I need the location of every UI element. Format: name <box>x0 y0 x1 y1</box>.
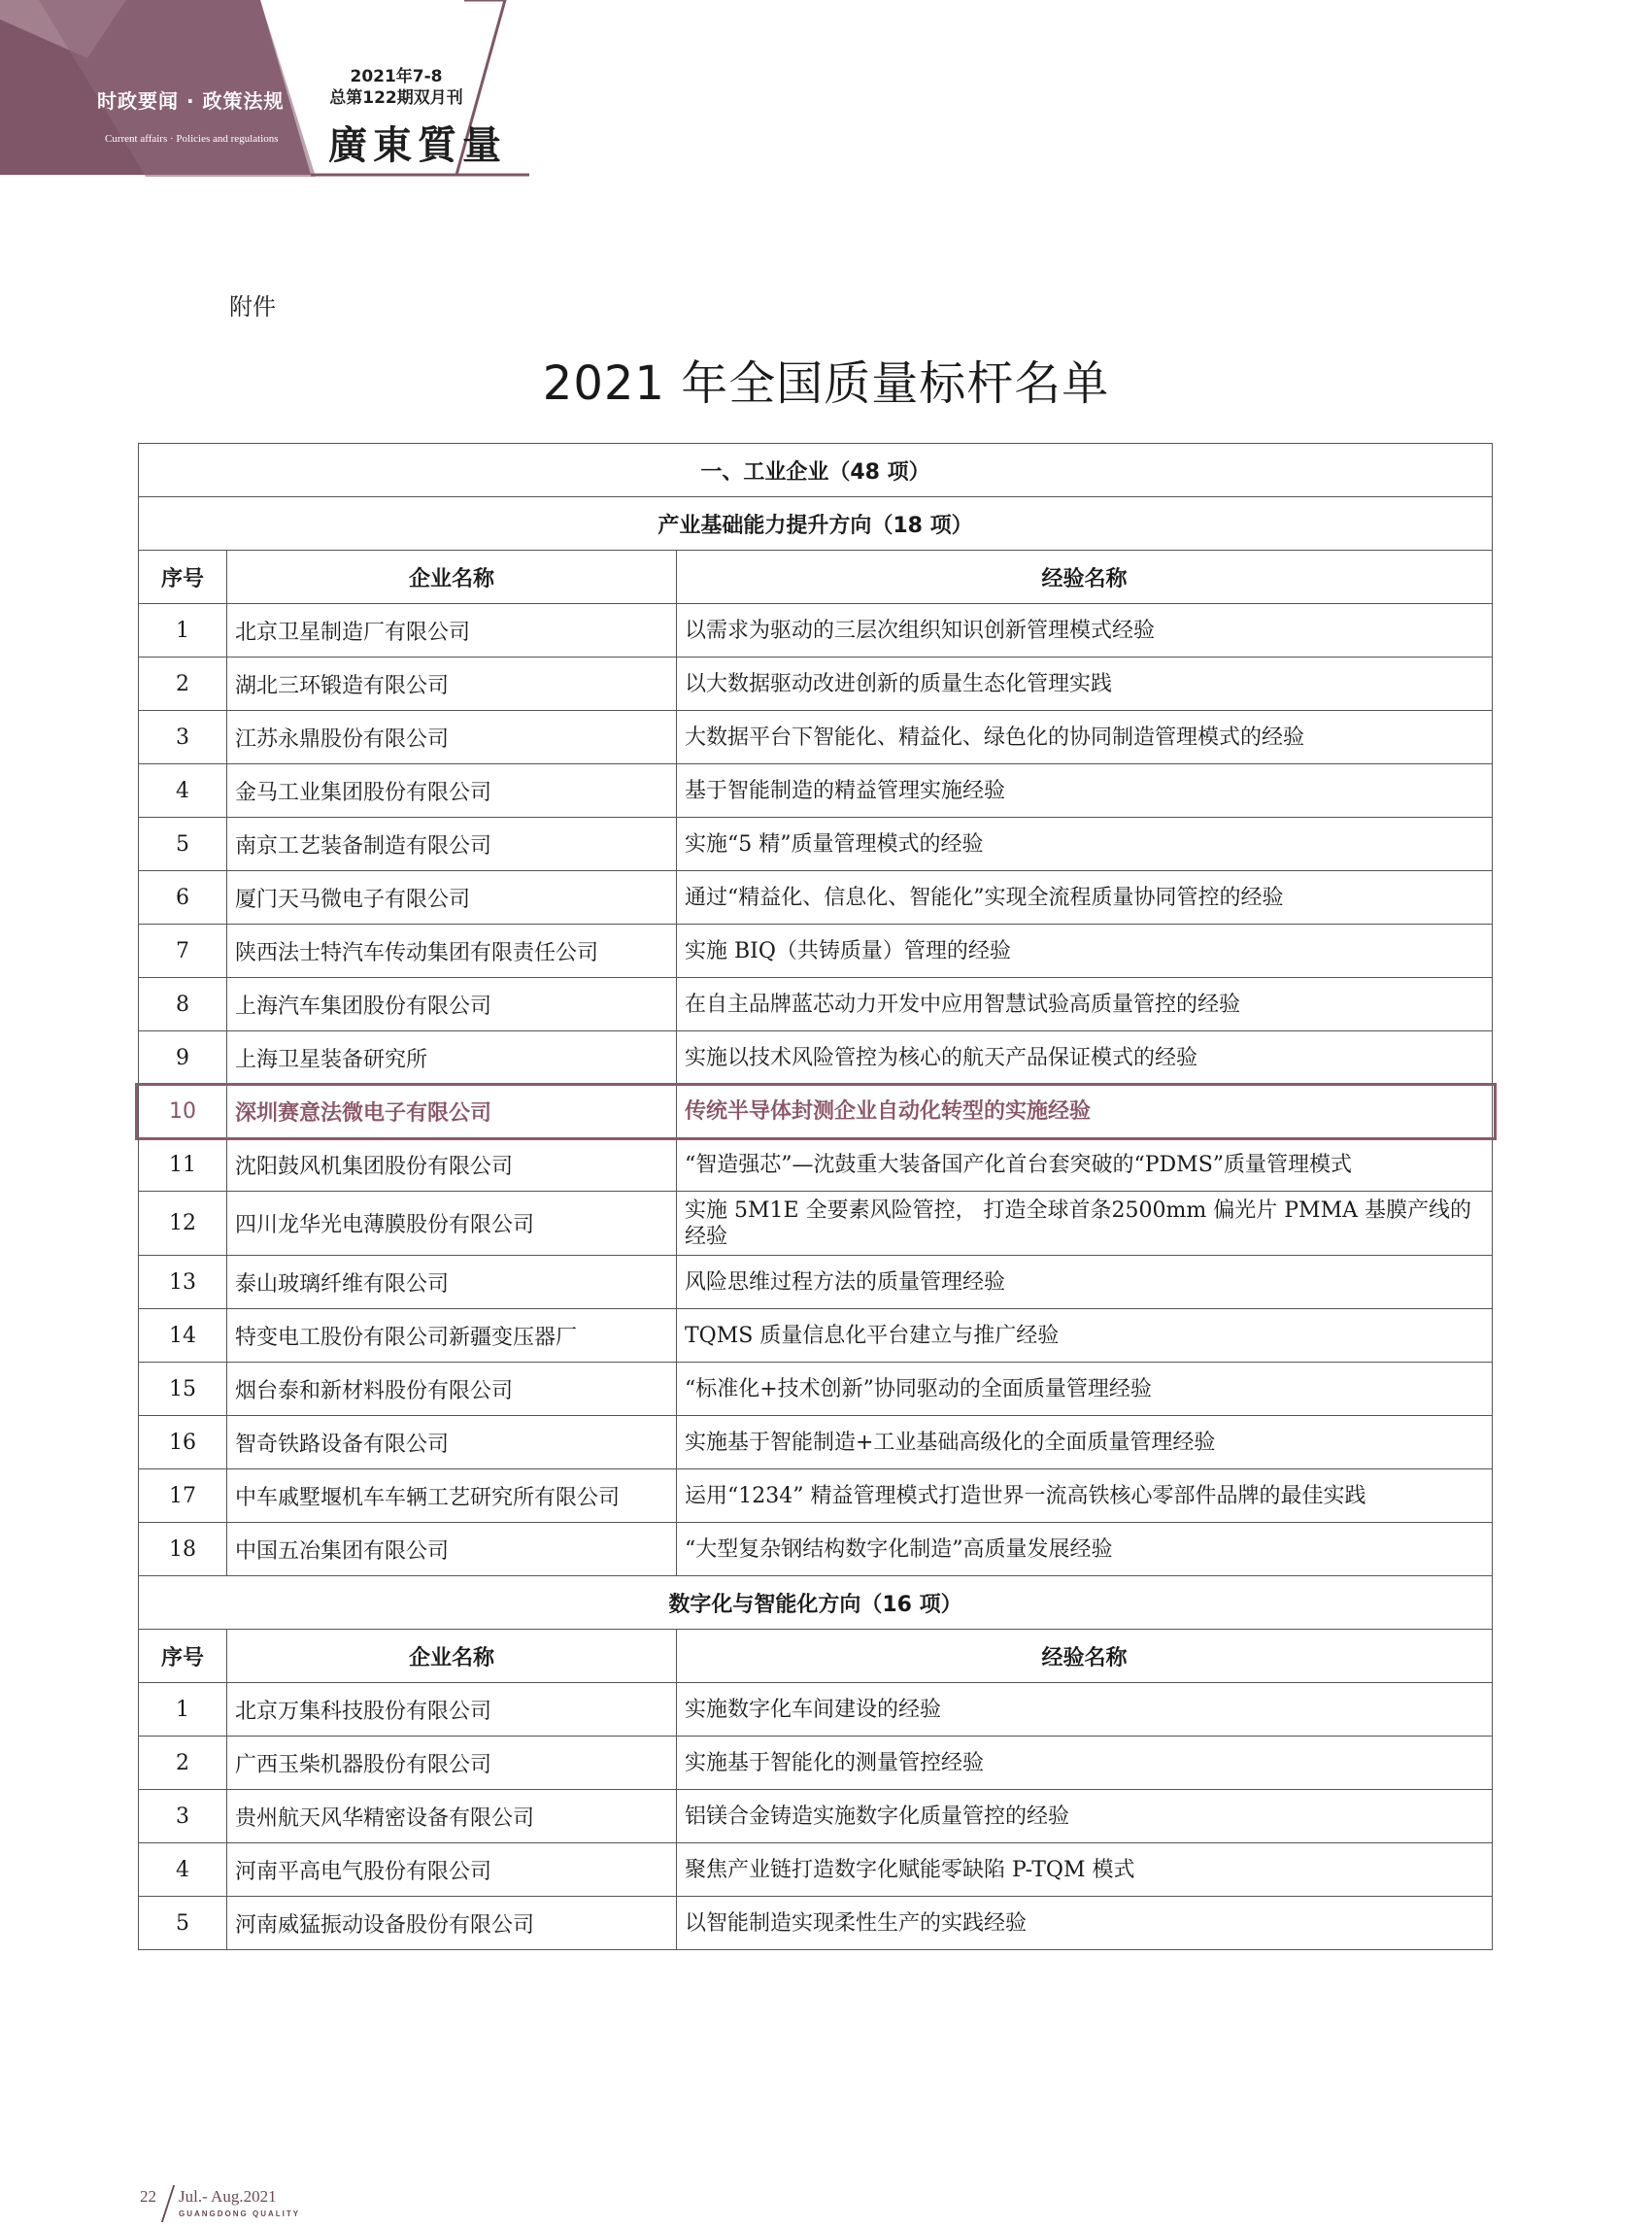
table-row <box>139 1031 1493 1085</box>
footer-page-number: 22 <box>140 2187 156 2206</box>
company-name: 江苏永鼎股份有限公司 <box>227 711 677 764</box>
experience-name: 聚焦产业链打造数字化赋能零缺陷 P-TQM 模式 <box>677 1843 1493 1897</box>
column-header-no: 序号 <box>139 551 227 604</box>
footer-divider <box>161 2185 175 2222</box>
company-name: 陕西法士特汽车传动集团有限责任公司 <box>227 925 677 978</box>
row-number: 4 <box>139 764 227 818</box>
table-row <box>139 1256 1493 1309</box>
table-row <box>139 1469 1493 1523</box>
category-row <box>139 444 1493 497</box>
experience-name: 运用“1234” 精益管理模式打造世界一流高铁核心零部件品牌的最佳实践 <box>677 1469 1493 1523</box>
benchmark-table-body <box>139 444 1493 1950</box>
company-name: 河南平高电气股份有限公司 <box>227 1843 677 1897</box>
company-name: 烟台泰和新材料股份有限公司 <box>227 1363 677 1416</box>
experience-name: 实施基于智能制造+工业基础高级化的全面质量管理经验 <box>677 1416 1493 1469</box>
table-row <box>139 658 1493 711</box>
header-magazine-title: 廣東質量 <box>328 122 507 168</box>
row-number: 3 <box>139 711 227 764</box>
row-number: 5 <box>139 1897 227 1950</box>
company-name: 四川龙华光电薄膜股份有限公司 <box>227 1192 677 1256</box>
company-name: 上海卫星装备研究所 <box>227 1031 677 1085</box>
table-row-highlighted <box>139 1085 1493 1138</box>
row-number: 2 <box>139 1737 227 1790</box>
company-name: 智奇铁路设备有限公司 <box>227 1416 677 1469</box>
company-name: 中车戚墅堰机车车辆工艺研究所有限公司 <box>227 1469 677 1523</box>
row-number: 1 <box>139 1683 227 1737</box>
header-section-en: Current affairs · Policies and regulations <box>105 133 279 145</box>
table-row <box>139 1737 1493 1790</box>
page-title: 2021 年全国质量标杆名单 <box>542 356 1110 411</box>
table-row <box>139 1523 1493 1576</box>
header-section-cn: 时政要闻 · 政策法规 <box>97 89 285 113</box>
experience-name: 传统半导体封测企业自动化转型的实施经验 <box>677 1085 1493 1138</box>
row-number: 17 <box>139 1469 227 1523</box>
attachment-label: 附件 <box>229 293 276 320</box>
row-number: 4 <box>139 1843 227 1897</box>
column-header-row <box>139 551 1493 604</box>
experience-name: “标准化+技术创新”协同驱动的全面质量管理经验 <box>677 1363 1493 1416</box>
row-number: 12 <box>139 1192 227 1256</box>
company-name: 泰山玻璃纤维有限公司 <box>227 1256 677 1309</box>
row-number: 5 <box>139 818 227 871</box>
company-name: 厦门天马微电子有限公司 <box>227 871 677 925</box>
row-number: 11 <box>139 1138 227 1192</box>
row-number: 13 <box>139 1256 227 1309</box>
row-number: 3 <box>139 1790 227 1843</box>
header-issue-number: 总第122期双月刊 <box>329 88 463 108</box>
category-title: 一、工业企业（48 项） <box>139 444 1493 497</box>
experience-name: 铝镁合金铸造实施数字化质量管控的经验 <box>677 1790 1493 1843</box>
footer-date: Jul.- Aug.2021 <box>179 2187 277 2206</box>
company-name: 贵州航天风华精密设备有限公司 <box>227 1790 677 1843</box>
experience-name: 实施以技术风险管控为核心的航天产品保证模式的经验 <box>677 1031 1493 1085</box>
table-row <box>139 604 1493 658</box>
company-name: 北京卫星制造厂有限公司 <box>227 604 677 658</box>
company-name: 沈阳鼓风机集团股份有限公司 <box>227 1138 677 1192</box>
table-row <box>139 711 1493 764</box>
table-row <box>139 871 1493 925</box>
table-row <box>139 925 1493 978</box>
experience-name: 实施 BIQ（共铸质量）管理的经验 <box>677 925 1493 978</box>
footer-magazine-en: GUANGDONG QUALITY <box>179 2209 301 2218</box>
company-name: 特变电工股份有限公司新疆变压器厂 <box>227 1309 677 1363</box>
table-row <box>139 1790 1493 1843</box>
table-row <box>139 818 1493 871</box>
company-name: 深圳赛意法微电子有限公司 <box>227 1085 677 1138</box>
group-title: 产业基础能力提升方向（18 项） <box>139 497 1493 551</box>
table-row <box>139 1309 1493 1363</box>
table-row <box>139 1416 1493 1469</box>
experience-name: 实施“5 精”质量管理模式的经验 <box>677 818 1493 871</box>
column-header-row <box>139 1630 1493 1683</box>
company-name: 广西玉柴机器股份有限公司 <box>227 1737 677 1790</box>
experience-name: 实施数字化车间建设的经验 <box>677 1683 1493 1737</box>
row-number: 16 <box>139 1416 227 1469</box>
column-header-experience: 经验名称 <box>677 551 1493 604</box>
row-number: 15 <box>139 1363 227 1416</box>
table-row <box>139 1138 1493 1192</box>
table-row <box>139 1192 1493 1256</box>
table-row <box>139 1363 1493 1416</box>
row-number: 8 <box>139 978 227 1031</box>
row-number: 14 <box>139 1309 227 1363</box>
experience-name: “大型复杂钢结构数字化制造”高质量发展经验 <box>677 1523 1493 1576</box>
row-number: 1 <box>139 604 227 658</box>
row-number: 2 <box>139 658 227 711</box>
group-title: 数字化与智能化方向（16 项） <box>139 1576 1493 1630</box>
company-name: 金马工业集团股份有限公司 <box>227 764 677 818</box>
experience-name: 在自主品牌蓝芯动力开发中应用智慧试验高质量管控的经验 <box>677 978 1493 1031</box>
row-number: 6 <box>139 871 227 925</box>
benchmark-table <box>138 443 1493 1950</box>
experience-name: 基于智能制造的精益管理实施经验 <box>677 764 1493 818</box>
company-name: 北京万集科技股份有限公司 <box>227 1683 677 1737</box>
column-header-experience: 经验名称 <box>677 1630 1493 1683</box>
company-name: 中国五冶集团有限公司 <box>227 1523 677 1576</box>
header-issue-date: 2021年7-8 <box>350 67 443 86</box>
company-name: 上海汽车集团股份有限公司 <box>227 978 677 1031</box>
experience-name: 以大数据驱动改进创新的质量生态化管理实践 <box>677 658 1493 711</box>
table-row <box>139 1683 1493 1737</box>
table-row <box>139 764 1493 818</box>
experience-name: “智造强芯”—沈鼓重大装备国产化首台套突破的“PDMS”质量管理模式 <box>677 1138 1493 1192</box>
company-name: 南京工艺装备制造有限公司 <box>227 818 677 871</box>
group-title-row <box>139 497 1493 551</box>
page-header <box>0 0 544 180</box>
row-number: 18 <box>139 1523 227 1576</box>
row-number: 10 <box>139 1085 227 1138</box>
table-row <box>139 1897 1493 1950</box>
company-name: 河南威猛振动设备股份有限公司 <box>227 1897 677 1950</box>
experience-name: 大数据平台下智能化、精益化、绿色化的协同制造管理模式的经验 <box>677 711 1493 764</box>
column-header-company: 企业名称 <box>227 551 677 604</box>
experience-name: 以智能制造实现柔性生产的实践经验 <box>677 1897 1493 1950</box>
experience-name: 以需求为驱动的三层次组织知识创新管理模式经验 <box>677 604 1493 658</box>
group-title-row <box>139 1576 1493 1630</box>
experience-name: 实施基于智能化的测量管控经验 <box>677 1737 1493 1790</box>
experience-name: 实施 5M1E 全要素风险管控， 打造全球首条2500mm 偏光片 PMMA 基膜产线的经验 <box>677 1192 1493 1256</box>
experience-name: 通过“精益化、信息化、智能化”实现全流程质量协同管控的经验 <box>677 871 1493 925</box>
row-number: 9 <box>139 1031 227 1085</box>
row-number: 7 <box>139 925 227 978</box>
experience-name: 风险思维过程方法的质量管理经验 <box>677 1256 1493 1309</box>
column-header-company: 企业名称 <box>227 1630 677 1683</box>
table-row <box>139 1843 1493 1897</box>
header-issue <box>309 66 484 109</box>
table-row <box>139 978 1493 1031</box>
experience-name: TQMS 质量信息化平台建立与推广经验 <box>677 1309 1493 1363</box>
column-header-no: 序号 <box>139 1630 227 1683</box>
company-name: 湖北三环锻造有限公司 <box>227 658 677 711</box>
